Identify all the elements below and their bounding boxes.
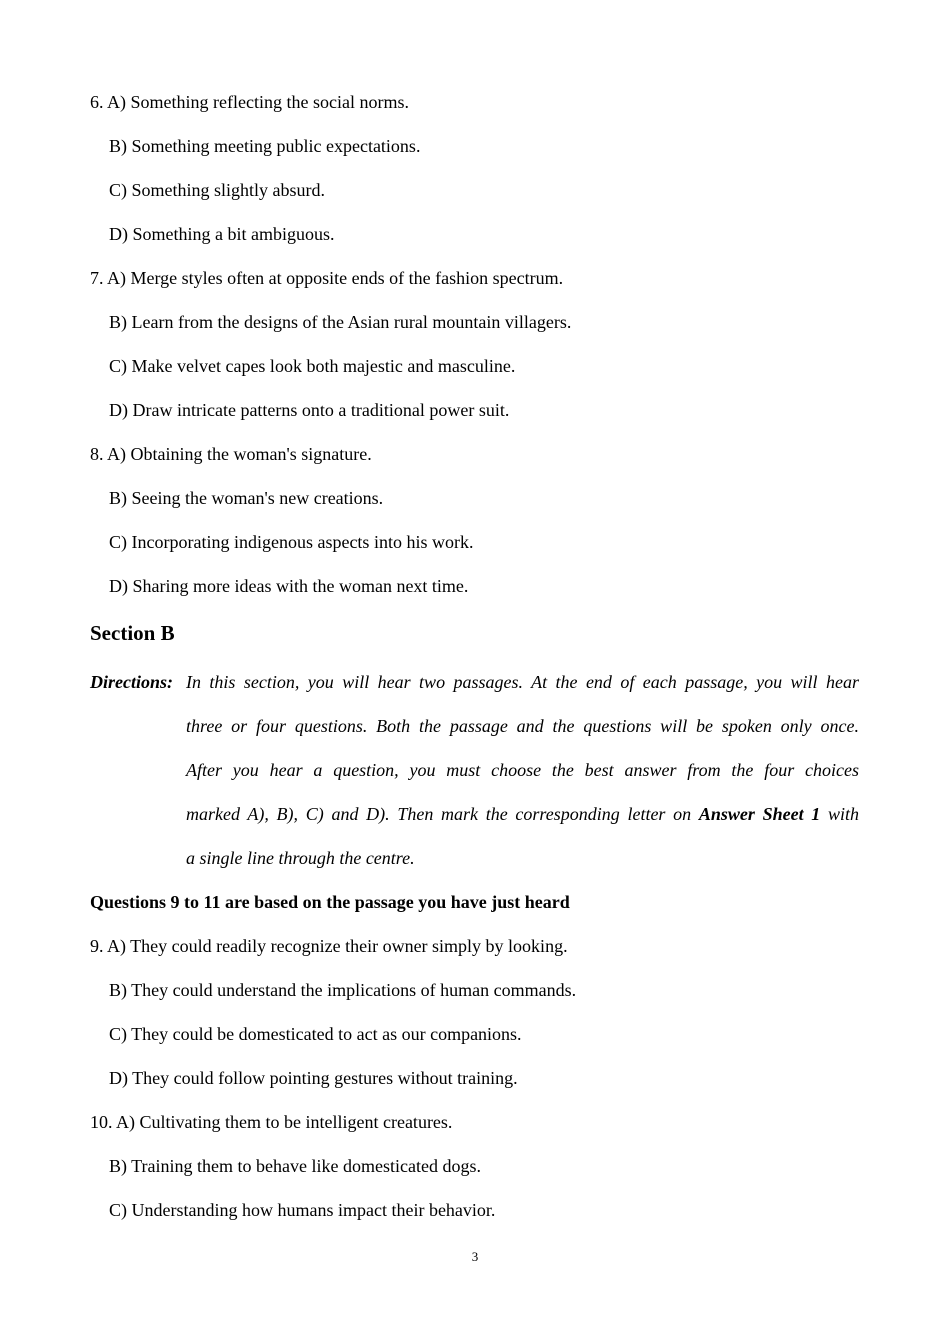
question-8-option-b: B) Seeing the woman's new creations. (109, 488, 384, 508)
directions-line-4-text: marked A), B), C) and D). Then mark the corresponding letter on (186, 804, 699, 824)
question-7-option-b: B) Learn from the designs of the Asian rural mountain villagers. (109, 312, 572, 332)
directions-line-4 (186, 803, 859, 825)
question-9-option-b: B) They could understand the implications of human commands. (109, 980, 577, 1000)
question-number: 9. (90, 936, 104, 956)
section-b-title: Section B (90, 621, 175, 645)
question-6-option-b: B) Something meeting public expectations. (109, 136, 421, 156)
question-9-option-c: C) They could be domesticated to act as our companions. (109, 1024, 522, 1044)
directions-line-3: After you hear a question, you must choose the best answer from the four choices (186, 760, 859, 780)
directions-label: Directions: (90, 672, 173, 692)
option-text: A) They could readily recognize their owner simply by looking. (107, 936, 568, 956)
question-8-option-d: D) Sharing more ideas with the woman next time. (109, 576, 469, 596)
questions-heading: Questions 9 to 11 are based on the passage you have just heard (90, 892, 570, 912)
question-9-option-d: D) They could follow pointing gestures without training. (109, 1068, 518, 1088)
question-9-option-a (90, 935, 568, 957)
option-text: A) Obtaining the woman's signature. (107, 444, 372, 464)
question-number: 10. (90, 1112, 113, 1132)
directions-line-1: In this section, you will hear two passages. At the end of each passage, you will hear (186, 672, 859, 692)
question-8-option-c: C) Incorporating indigenous aspects into his work. (109, 532, 474, 552)
question-7-option-c: C) Make velvet capes look both majestic and masculine. (109, 356, 516, 376)
question-number: 7. (90, 268, 104, 288)
option-text: A) Cultivating them to be intelligent creatures. (116, 1112, 453, 1132)
question-6-option-a (90, 91, 409, 113)
question-number: 8. (90, 444, 104, 464)
question-6-option-c: C) Something slightly absurd. (109, 180, 325, 200)
question-7-option-d: D) Draw intricate patterns onto a traditional power suit. (109, 400, 510, 420)
question-number: 6. (90, 92, 104, 112)
directions-line-4-tail: with (820, 804, 859, 824)
question-10-option-c: C) Understanding how humans impact their behavior. (109, 1200, 496, 1220)
option-text: A) Merge styles often at opposite ends of the fashion spectrum. (107, 268, 564, 288)
page-number: 3 (471, 1249, 479, 1264)
question-7-option-a (90, 267, 563, 289)
option-text: A) Something reflecting the social norms. (107, 92, 409, 112)
directions-line-2: three or four questions. Both the passage and the questions will be spoken only once. (186, 716, 859, 736)
question-10-option-a (90, 1111, 452, 1133)
question-10-option-b: B) Training them to behave like domesticated dogs. (109, 1156, 481, 1176)
question-6-option-d: D) Something a bit ambiguous. (109, 224, 335, 244)
answer-sheet-reference: Answer Sheet 1 (698, 804, 821, 824)
directions-line-5: a single line through the centre. (186, 848, 415, 868)
question-8-option-a (90, 443, 372, 465)
